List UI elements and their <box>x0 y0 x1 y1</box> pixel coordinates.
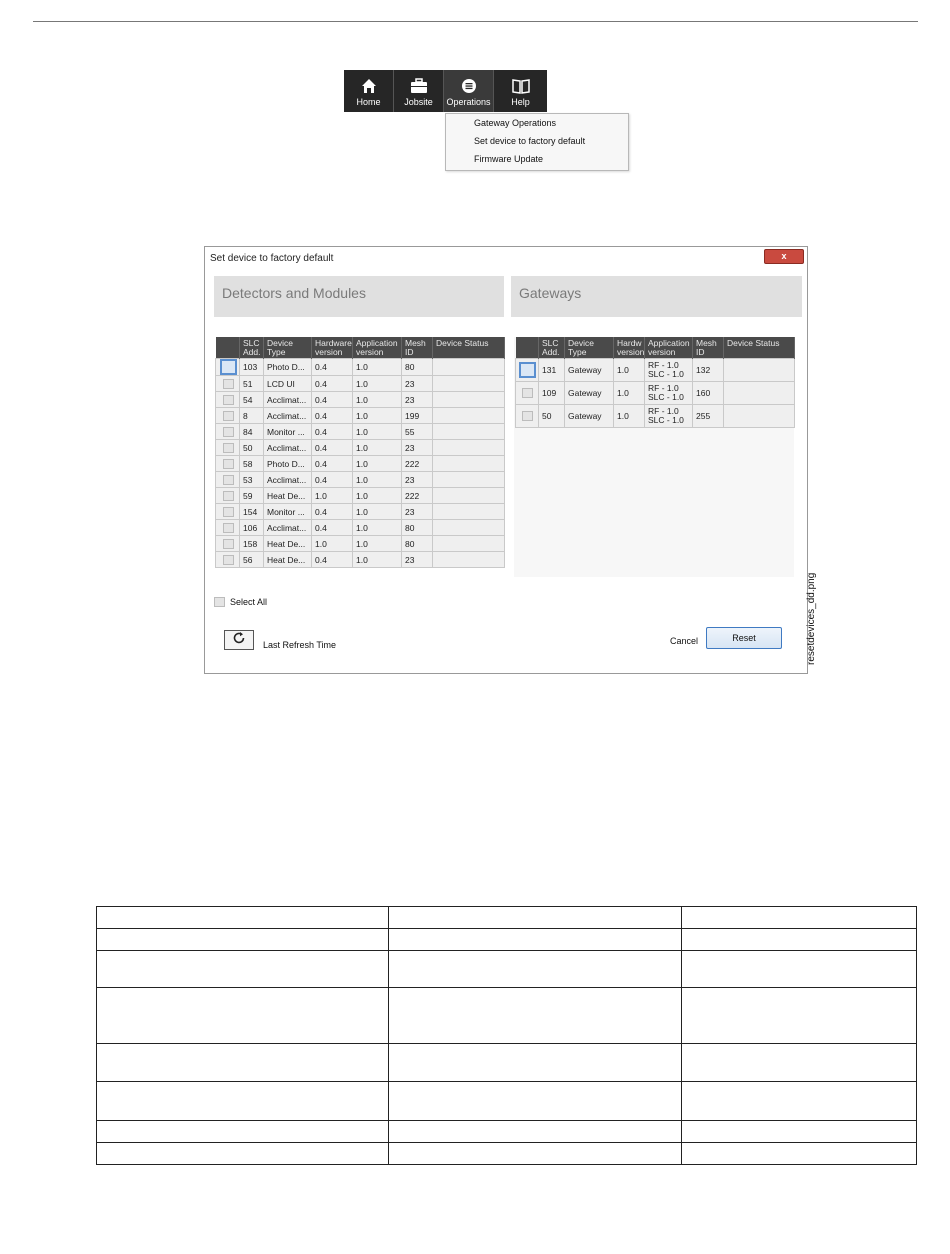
row-checkbox[interactable] <box>223 443 234 453</box>
cell-device-status <box>433 472 505 488</box>
row-checkbox[interactable] <box>223 475 234 485</box>
row-checkbox[interactable] <box>223 555 234 565</box>
row-checkbox[interactable] <box>223 395 234 405</box>
cell-application-version: 1.0 <box>353 520 402 536</box>
cell-device-type: Heat De... <box>264 552 312 568</box>
cell-device-type: Acclimat... <box>264 440 312 456</box>
cell-mesh-id: 80 <box>402 536 433 552</box>
cell-slc: 50 <box>539 405 565 428</box>
gateways-panel-title: Gateways <box>511 276 802 317</box>
operations-icon <box>460 77 478 95</box>
cell-application-version: 1.0 <box>353 392 402 408</box>
cell-hardware-version: 0.4 <box>312 472 353 488</box>
cell-device-type: LCD UI <box>264 376 312 392</box>
cell-mesh-id: 23 <box>402 504 433 520</box>
row-checkbox-cell[interactable] <box>216 520 240 536</box>
header-hardware-version[interactable]: Hardware version <box>312 337 353 359</box>
document-table-cell <box>682 1044 917 1082</box>
cell-hardware-version: 0.4 <box>312 376 353 392</box>
cell-hardware-version: 0.4 <box>312 424 353 440</box>
document-table-cell <box>389 1044 682 1082</box>
document-table-cell <box>97 1044 389 1082</box>
document-table-cell <box>97 1121 389 1143</box>
header-mesh-id[interactable]: Mesh ID <box>693 337 724 359</box>
cell-device-type: Acclimat... <box>264 408 312 424</box>
document-table-cell <box>682 907 917 929</box>
row-checkbox[interactable] <box>223 459 234 469</box>
cell-slc: 53 <box>240 472 264 488</box>
cell-device-status <box>724 405 795 428</box>
document-table-cell <box>682 1143 917 1165</box>
cell-slc: 109 <box>539 382 565 405</box>
cell-device-status <box>433 552 505 568</box>
cell-device-type: Gateway <box>565 382 614 405</box>
row-checkbox-cell[interactable] <box>216 504 240 520</box>
detector-row[interactable] <box>216 472 505 488</box>
row-checkbox[interactable] <box>223 379 234 389</box>
row-checkbox-cell[interactable] <box>216 376 240 392</box>
app-version-rf: RF - 1.0 <box>648 383 679 393</box>
document-table-cell <box>97 907 389 929</box>
document-table-row <box>97 1082 917 1121</box>
row-checkbox-cell[interactable] <box>516 382 539 405</box>
cell-application-version <box>645 359 693 382</box>
top-rule <box>33 21 918 22</box>
cell-application-version: 1.0 <box>353 424 402 440</box>
header-device-status[interactable]: Device Status <box>433 337 505 359</box>
cell-device-type: Acclimat... <box>264 520 312 536</box>
row-checkbox-cell[interactable] <box>216 359 240 376</box>
header-hardware-version[interactable]: Hardw version <box>614 337 645 359</box>
cell-hardware-version: 0.4 <box>312 440 353 456</box>
cell-slc: 59 <box>240 488 264 504</box>
detectors-panel-title: Detectors and Modules <box>214 276 504 317</box>
document-table-cell <box>97 988 389 1044</box>
cell-slc: 54 <box>240 392 264 408</box>
app-version-slc: SLC - 1.0 <box>648 369 684 379</box>
home-button[interactable] <box>344 70 394 112</box>
cell-slc: 58 <box>240 456 264 472</box>
document-table-cell <box>389 907 682 929</box>
cell-device-type: Photo D... <box>264 359 312 376</box>
cell-application-version: 1.0 <box>353 440 402 456</box>
app-version-slc: SLC - 1.0 <box>648 415 684 425</box>
detector-row[interactable] <box>216 440 505 456</box>
document-table-cell <box>97 929 389 951</box>
home-icon <box>360 77 378 95</box>
cell-application-version: 1.0 <box>353 456 402 472</box>
cell-hardware-version: 0.4 <box>312 408 353 424</box>
header-device-type[interactable]: Device Type <box>264 337 312 359</box>
cell-device-type: Monitor ... <box>264 424 312 440</box>
select-all[interactable] <box>214 597 267 607</box>
cell-device-status <box>433 424 505 440</box>
cell-mesh-id: 55 <box>402 424 433 440</box>
cell-hardware-version: 1.0 <box>312 488 353 504</box>
cell-hardware-version: 1.0 <box>312 536 353 552</box>
cell-device-type: Heat De... <box>264 536 312 552</box>
cell-device-type: Gateway <box>565 405 614 428</box>
document-table-cell <box>389 1143 682 1165</box>
cell-mesh-id: 222 <box>402 488 433 504</box>
cell-device-status <box>433 488 505 504</box>
cell-slc: 50 <box>240 440 264 456</box>
cell-device-status <box>433 504 505 520</box>
document-table-row <box>97 988 917 1044</box>
document-table <box>96 906 917 1165</box>
cell-hardware-version: 0.4 <box>312 552 353 568</box>
menu-item-firmware-update[interactable]: Firmware Update <box>474 154 544 164</box>
cell-mesh-id: 23 <box>402 552 433 568</box>
app-version-rf: RF - 1.0 <box>648 406 679 416</box>
row-checkbox-cell[interactable] <box>216 408 240 424</box>
document-table-row <box>97 1044 917 1082</box>
factory-default-dialog <box>204 246 808 674</box>
app-version-slc: SLC - 1.0 <box>648 392 684 402</box>
cell-mesh-id: 23 <box>402 376 433 392</box>
gateway-row[interactable] <box>516 405 795 428</box>
document-table-cell <box>97 951 389 988</box>
cell-slc: 8 <box>240 408 264 424</box>
document-table-cell <box>682 951 917 988</box>
close-button[interactable] <box>764 249 804 264</box>
cell-device-status <box>433 536 505 552</box>
row-checkbox[interactable] <box>522 388 533 398</box>
document-table-cell <box>682 929 917 951</box>
cell-device-status <box>433 456 505 472</box>
document-table-cell <box>389 1082 682 1121</box>
briefcase-icon <box>410 77 428 95</box>
header-device-type[interactable]: Device Type <box>565 337 614 359</box>
document-table-cell <box>682 1082 917 1121</box>
header-device-status[interactable]: Device Status <box>724 337 795 359</box>
row-checkbox-cell[interactable] <box>216 440 240 456</box>
figure-caption: resetdevices_dd.png <box>806 572 817 665</box>
cell-slc: 106 <box>240 520 264 536</box>
cell-slc: 158 <box>240 536 264 552</box>
document-table-row <box>97 929 917 951</box>
document-table-cell <box>389 988 682 1044</box>
cell-mesh-id: 80 <box>402 520 433 536</box>
cell-mesh-id: 132 <box>693 359 724 382</box>
cell-mesh-id: 23 <box>402 392 433 408</box>
cell-hardware-version: 1.0 <box>614 405 645 428</box>
cell-mesh-id: 222 <box>402 456 433 472</box>
detector-row[interactable] <box>216 488 505 504</box>
cell-device-status <box>433 520 505 536</box>
row-checkbox[interactable] <box>223 507 234 517</box>
cell-hardware-version: 0.4 <box>312 392 353 408</box>
header-application-version[interactable]: Application version <box>645 337 693 359</box>
document-table-row <box>97 951 917 988</box>
help-button[interactable] <box>494 70 547 112</box>
jobsite-button[interactable] <box>394 70 444 112</box>
row-checkbox[interactable] <box>519 362 536 378</box>
cell-device-type: Acclimat... <box>264 472 312 488</box>
detector-row[interactable] <box>216 359 505 376</box>
detector-row[interactable] <box>216 376 505 392</box>
row-checkbox[interactable] <box>223 491 234 501</box>
home-label: Home <box>356 97 381 107</box>
help-label: Help <box>511 97 530 107</box>
row-checkbox-cell[interactable] <box>516 359 539 382</box>
cell-device-status <box>433 359 505 376</box>
document-table-cell <box>389 951 682 988</box>
cell-mesh-id: 160 <box>693 382 724 405</box>
document-table-cell <box>389 929 682 951</box>
gateways-header-row <box>516 337 795 359</box>
detector-row[interactable] <box>216 392 505 408</box>
header-mesh-id[interactable]: Mesh ID <box>402 337 433 359</box>
row-checkbox[interactable] <box>223 427 234 437</box>
document-table-row <box>97 1121 917 1143</box>
detectors-table <box>215 337 505 568</box>
row-checkbox[interactable] <box>223 523 234 533</box>
cell-hardware-version: 1.0 <box>614 359 645 382</box>
row-checkbox-cell[interactable] <box>216 392 240 408</box>
operations-button[interactable] <box>444 70 494 112</box>
cell-device-type: Gateway <box>565 359 614 382</box>
cell-slc: 103 <box>240 359 264 376</box>
cell-mesh-id: 80 <box>402 359 433 376</box>
cell-device-type: Acclimat... <box>264 392 312 408</box>
cell-application-version <box>645 405 693 428</box>
cell-mesh-id: 23 <box>402 472 433 488</box>
cell-device-status <box>724 359 795 382</box>
select-all-label: Select All <box>230 597 268 607</box>
cell-slc: 131 <box>539 359 565 382</box>
row-checkbox-cell[interactable] <box>216 456 240 472</box>
row-checkbox[interactable] <box>522 411 533 421</box>
cell-mesh-id: 255 <box>693 405 724 428</box>
row-checkbox-cell[interactable] <box>216 552 240 568</box>
menu-item-gateway-operations[interactable]: Gateway Operations <box>474 118 557 128</box>
operations-menu <box>445 113 629 171</box>
cell-application-version: 1.0 <box>353 488 402 504</box>
cell-application-version: 1.0 <box>353 472 402 488</box>
header-select <box>516 337 539 359</box>
detector-row[interactable] <box>216 456 505 472</box>
row-checkbox-cell[interactable] <box>216 488 240 504</box>
refresh-icon <box>232 631 246 650</box>
document-table-cell <box>97 1082 389 1121</box>
cell-device-status <box>724 382 795 405</box>
detector-row[interactable] <box>216 520 505 536</box>
cell-device-type: Monitor ... <box>264 504 312 520</box>
jobsite-label: Jobsite <box>404 97 433 107</box>
detector-row[interactable] <box>216 536 505 552</box>
row-checkbox[interactable] <box>223 539 234 549</box>
row-checkbox-cell[interactable] <box>516 405 539 428</box>
header-select <box>216 337 240 359</box>
reset-button[interactable]: Reset <box>706 627 782 649</box>
select-all-checkbox[interactable] <box>214 597 225 607</box>
refresh-button[interactable] <box>224 630 254 650</box>
detector-row[interactable] <box>216 424 505 440</box>
last-refresh-label: Last Refresh Time <box>263 640 337 650</box>
cell-device-status <box>433 376 505 392</box>
cell-slc: 51 <box>240 376 264 392</box>
document-table-row <box>97 1143 917 1165</box>
header-slc[interactable]: SLC Add. <box>240 337 264 359</box>
cell-application-version: 1.0 <box>353 359 402 376</box>
gateway-row[interactable] <box>516 382 795 405</box>
cell-device-type: Heat De... <box>264 488 312 504</box>
document-table-cell <box>389 1121 682 1143</box>
cell-application-version: 1.0 <box>353 376 402 392</box>
cell-hardware-version: 0.4 <box>312 504 353 520</box>
cell-hardware-version: 0.4 <box>312 359 353 376</box>
row-checkbox-cell[interactable] <box>216 536 240 552</box>
cell-device-status <box>433 440 505 456</box>
gateway-row[interactable] <box>516 359 795 382</box>
header-slc[interactable]: SLC Add. <box>539 337 565 359</box>
document-table-row <box>97 907 917 929</box>
row-checkbox[interactable] <box>220 359 237 375</box>
detector-row[interactable] <box>216 408 505 424</box>
document-table-cell <box>682 1121 917 1143</box>
header-application-version[interactable]: Application version <box>353 337 402 359</box>
row-checkbox[interactable] <box>223 411 234 421</box>
dialog-title: Set device to factory default <box>210 253 334 264</box>
cell-mesh-id: 199 <box>402 408 433 424</box>
cell-application-version: 1.0 <box>353 504 402 520</box>
detector-row[interactable] <box>216 552 505 568</box>
cell-slc: 56 <box>240 552 264 568</box>
cell-mesh-id: 23 <box>402 440 433 456</box>
cell-device-type: Photo D... <box>264 456 312 472</box>
menu-item-factory-default[interactable]: Set device to factory default <box>474 136 586 146</box>
document-table-cell <box>682 988 917 1044</box>
cell-device-status <box>433 392 505 408</box>
cell-slc: 84 <box>240 424 264 440</box>
operations-label: Operations <box>446 97 491 107</box>
cell-hardware-version: 0.4 <box>312 456 353 472</box>
detector-row[interactable] <box>216 504 505 520</box>
row-checkbox-cell[interactable] <box>216 472 240 488</box>
cell-application-version: 1.0 <box>353 408 402 424</box>
detectors-header-row <box>216 337 505 359</box>
book-icon <box>512 77 530 95</box>
cell-slc: 154 <box>240 504 264 520</box>
main-toolbar <box>344 70 547 112</box>
close-icon: x <box>781 251 787 261</box>
cell-hardware-version: 1.0 <box>614 382 645 405</box>
document-table-cell <box>97 1143 389 1165</box>
gateways-table <box>515 337 795 428</box>
cell-application-version: 1.0 <box>353 552 402 568</box>
cancel-button[interactable]: Cancel <box>670 636 699 646</box>
cell-hardware-version: 0.4 <box>312 520 353 536</box>
app-version-rf: RF - 1.0 <box>648 360 679 370</box>
cell-device-status <box>433 408 505 424</box>
cell-application-version: 1.0 <box>353 536 402 552</box>
cell-application-version <box>645 382 693 405</box>
row-checkbox-cell[interactable] <box>216 424 240 440</box>
